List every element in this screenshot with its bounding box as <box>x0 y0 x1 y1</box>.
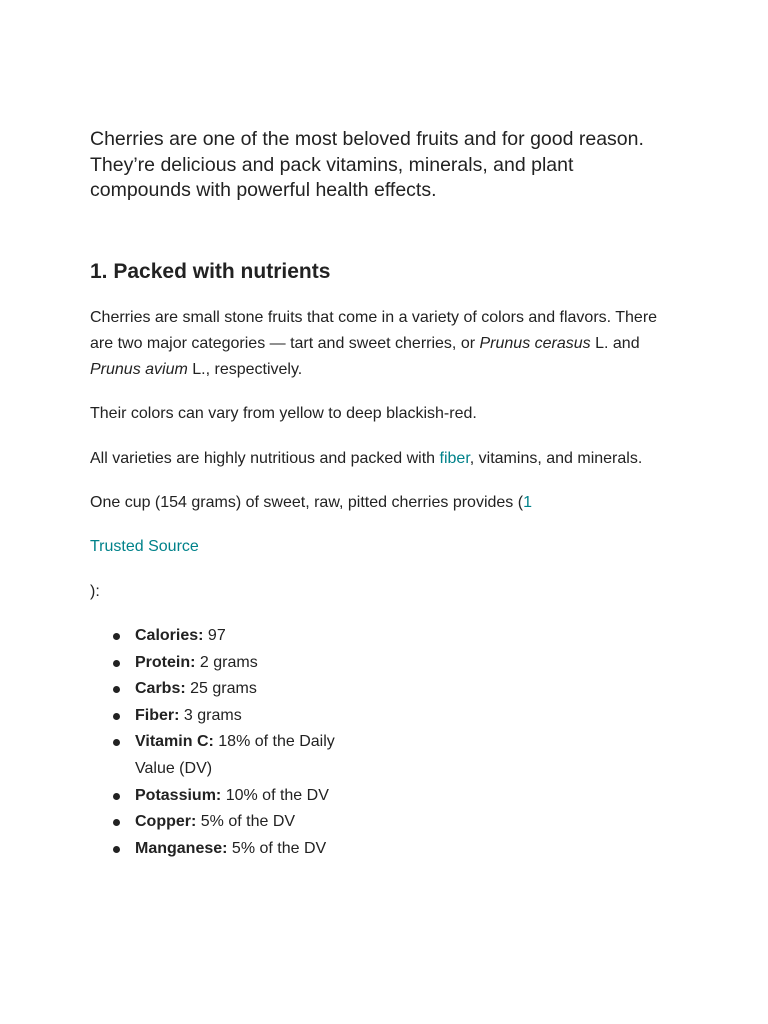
paragraph-text: Cherries are small stone fruits that come in a variety of colors and flavors. There are two major categories — tart and sweet cherries, or <box>90 309 658 352</box>
paragraph-cherry-categories <box>90 305 680 383</box>
trusted-source-paragraph <box>90 534 680 560</box>
paragraph-colors: Their colors can vary from yellow to deep blackish-red. <box>90 405 477 422</box>
paragraph-text: L. and <box>590 335 640 352</box>
nutrient-value: 97 <box>203 627 226 644</box>
list-item <box>135 703 350 730</box>
nutrient-label: Fiber: <box>135 706 180 724</box>
nutrient-value: 3 grams <box>179 706 242 724</box>
section-heading: 1. Packed with nutrients <box>90 260 331 283</box>
paragraph-text: All varieties are highly nutritious and packed with <box>90 450 440 467</box>
list-item <box>135 729 350 782</box>
nutrient-value: 5% of the DV <box>196 813 296 831</box>
paragraph-close-paren: ): <box>90 583 100 600</box>
paragraph-text: One cup (154 grams) of sweet, raw, pitted cherries provides ( <box>90 494 524 511</box>
nutrient-label: Protein: <box>135 653 196 671</box>
nutrient-value: 18% of the Daily Value (DV) <box>135 733 335 777</box>
list-item <box>135 783 395 810</box>
nutrient-label: Calories: <box>135 627 204 644</box>
intro-paragraph: Cherries are one of the most beloved fruits and for good reason. They’re delicious and pack vitamins, minerals, and plant compounds with powerful health effects. <box>90 128 644 201</box>
list-item <box>135 650 350 677</box>
list-item <box>135 676 350 703</box>
paragraph-nutritious <box>90 446 680 472</box>
paragraph-text: L., respectively. <box>187 361 303 378</box>
trusted-source-link[interactable]: Trusted Source <box>90 538 199 555</box>
citation-link[interactable]: 1 <box>523 494 532 511</box>
nutrient-list <box>90 623 395 862</box>
list-item <box>135 836 395 863</box>
species-name-sweet: Prunus avium <box>90 361 188 378</box>
nutrient-value: 25 grams <box>185 680 257 698</box>
list-item <box>135 809 395 836</box>
species-name-tart: Prunus cerasus <box>479 335 591 352</box>
nutrient-value: 2 grams <box>195 653 258 671</box>
paragraph-serving <box>90 490 680 516</box>
paragraph-text: , vitamins, and minerals. <box>469 450 643 467</box>
nutrient-label: Potassium: <box>135 786 222 804</box>
nutrient-label: Carbs: <box>135 680 186 698</box>
list-item <box>135 623 350 650</box>
fiber-link[interactable]: fiber <box>439 450 470 467</box>
nutrient-label: Manganese: <box>135 839 228 857</box>
nutrient-value: 5% of the DV <box>227 839 327 857</box>
nutrient-label: Vitamin C: <box>135 733 214 751</box>
nutrient-label: Copper: <box>135 813 197 831</box>
nutrient-value: 10% of the DV <box>221 786 329 804</box>
